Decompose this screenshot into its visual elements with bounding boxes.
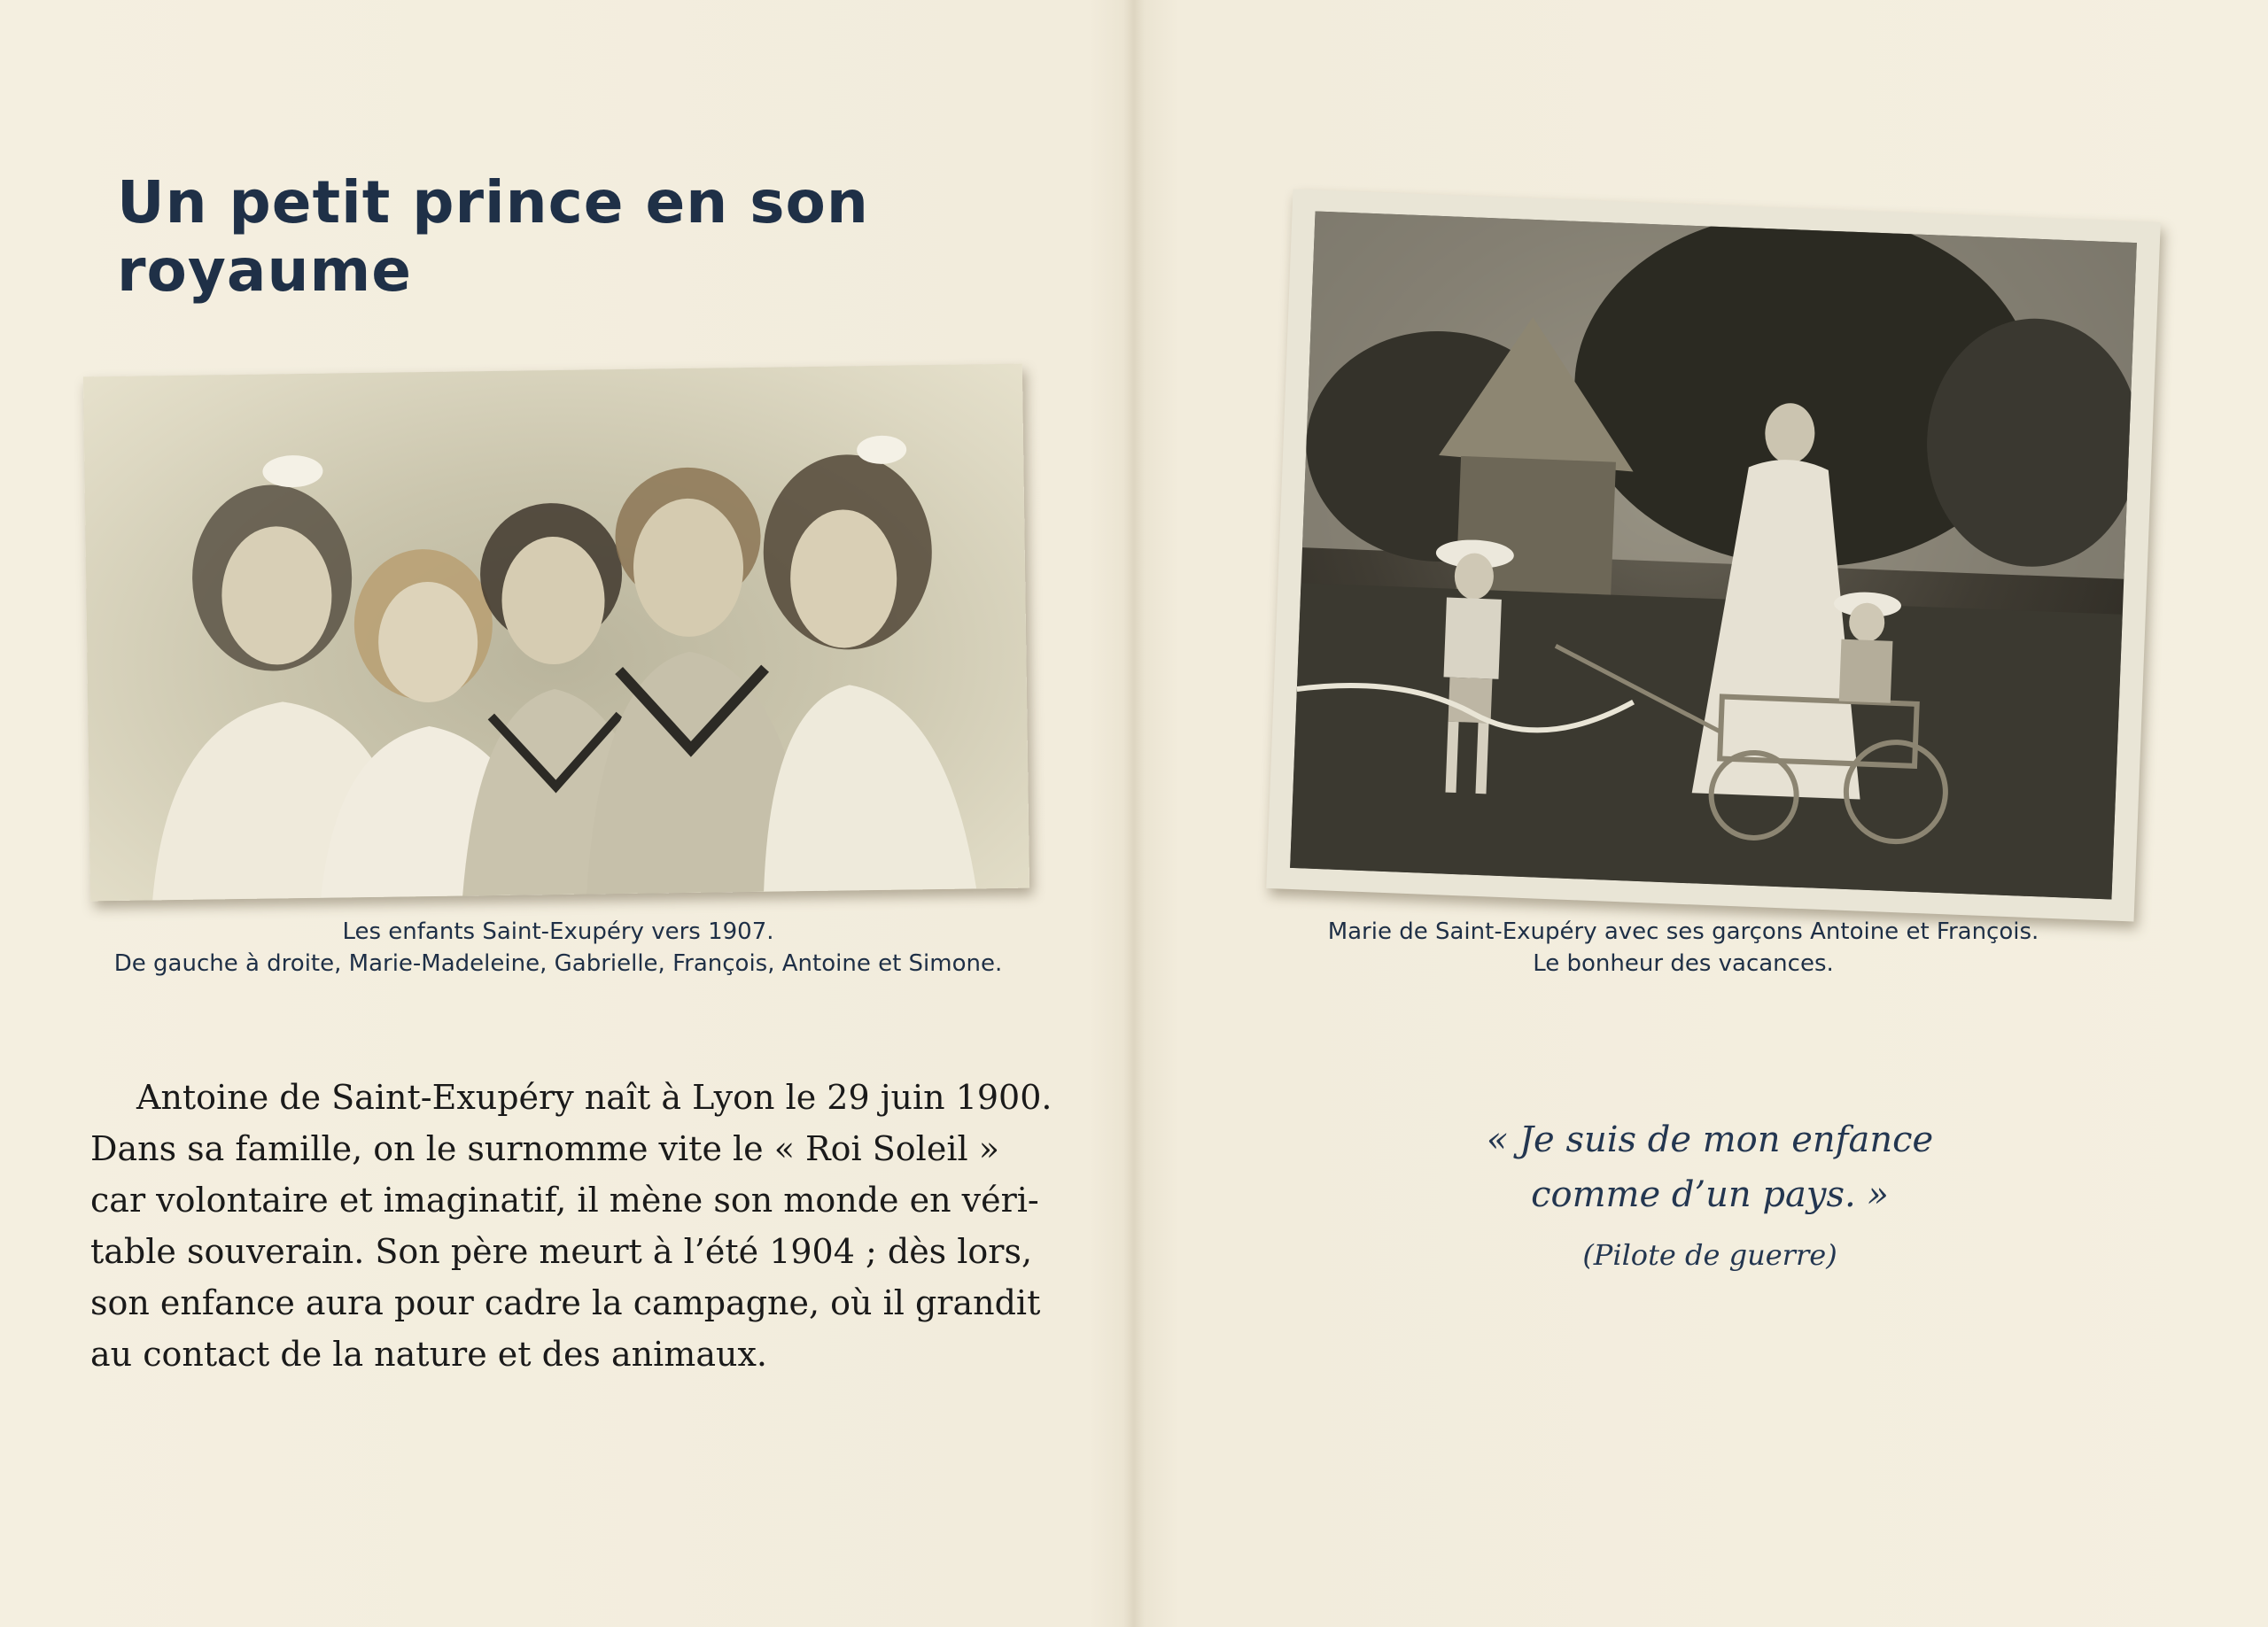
quote-line-2: comme d’un pays. »	[1531, 1174, 1889, 1215]
body-line: car volontaire et imaginatif, il mène son monde en véri-	[90, 1181, 1039, 1220]
body-line: table souverain. Son père meurt à l’été 1904 ; dès lors,	[90, 1232, 1033, 1271]
page-title: Un petit prince en son royaume	[117, 168, 869, 305]
left-photo-caption	[53, 916, 1063, 980]
body-line: Dans sa famille, on le surnomme vite le « Roi Soleil »	[90, 1129, 999, 1168]
body-paragraph	[90, 1072, 1052, 1380]
quote-line-1: « Je suis de mon enfance	[1486, 1120, 1934, 1160]
body-line: Antoine de Saint-Exupéry naît à Lyon le 29 juin 1900.	[136, 1078, 1052, 1117]
page-gutter	[1123, 0, 1145, 1627]
right-photo-caption	[1240, 916, 2126, 980]
right-caption-line-2: Le bonheur des vacances.	[1533, 950, 1834, 977]
children-portrait-photo	[83, 364, 1029, 902]
body-line: son enfance aura pour cadre la campagne, où il grandit	[90, 1283, 1041, 1322]
right-caption-line-1: Marie de Saint-Exupéry avec ses garçons Antoine et François.	[1327, 918, 2039, 945]
family-vacation-image-area	[1290, 211, 2137, 899]
left-caption-line-1: Les enfants Saint-Exupéry vers 1907.	[342, 918, 774, 945]
family-vacation-photo	[1266, 189, 2161, 921]
quote-source: (Pilote de guerre)	[1582, 1238, 1837, 1272]
pull-quote	[1382, 1112, 2038, 1222]
left-caption-line-2: De gauche à droite, Marie-Madeleine, Gabrielle, François, Antoine et Simone.	[113, 950, 1003, 977]
body-line: au contact de la nature et des animaux.	[90, 1335, 767, 1374]
children-portrait-illustration	[83, 364, 1029, 902]
family-vacation-illustration	[1290, 211, 2137, 899]
